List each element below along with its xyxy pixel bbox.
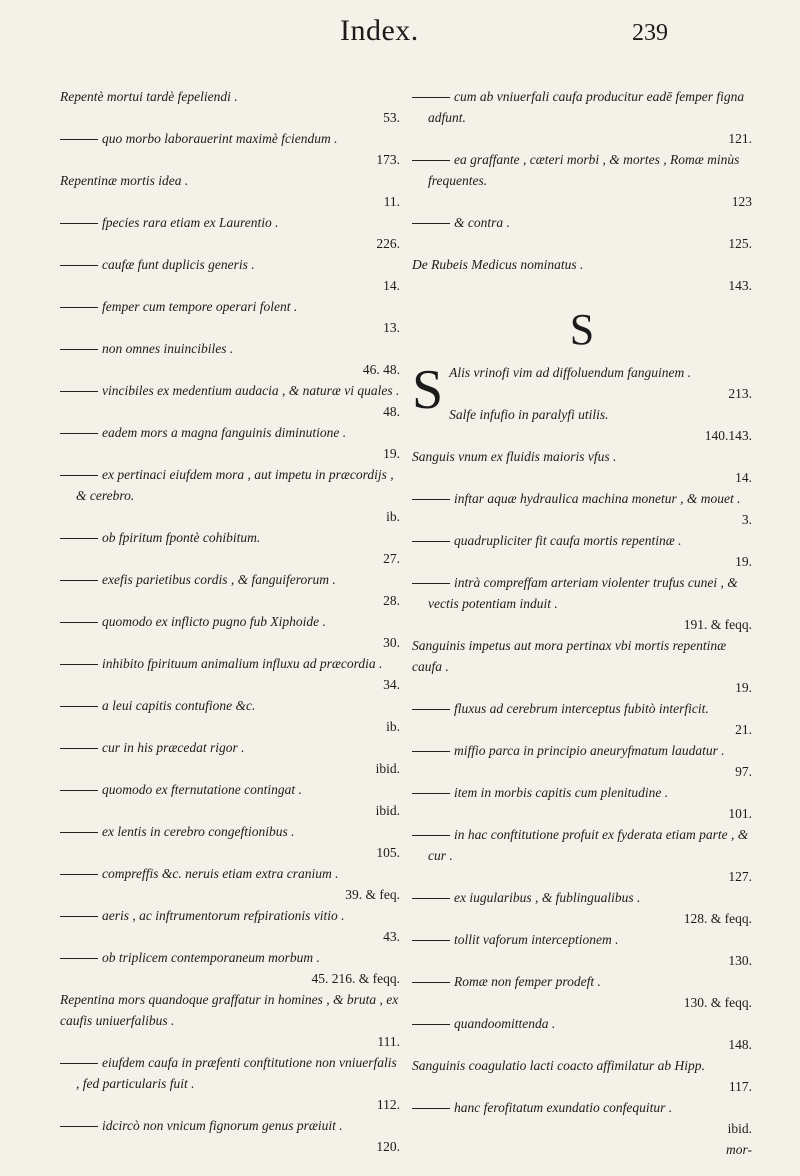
page-reference: 143. — [728, 278, 752, 293]
page-reference: 13. — [383, 320, 400, 335]
page-reference: 19. — [383, 446, 400, 461]
page-reference: 125. — [728, 236, 752, 251]
page-reference: 112. — [376, 1097, 400, 1112]
index-subentry — [60, 737, 400, 779]
ditto-dash — [412, 940, 450, 941]
entry-text: miffio parca in principio aneuryfmatum laudatur . — [454, 743, 725, 758]
index-subentry — [412, 488, 752, 530]
page-reference: ib. — [386, 719, 400, 734]
index-subentry — [60, 653, 400, 695]
entry-text: ob fpiritum fpontè cohibitum. — [102, 530, 261, 545]
entry-text: in hac conftitutione profuit ex fyderata etiam parte , & cur . — [428, 827, 749, 863]
index-subentry — [60, 254, 400, 296]
index-headword-entry — [60, 989, 400, 1052]
ditto-dash — [60, 433, 98, 434]
entry-text: cum ab vniuerfali caufa producitur eadē femper figna adfunt. — [428, 89, 745, 125]
ditto-dash — [412, 1108, 450, 1109]
page-reference: 19. — [735, 554, 752, 569]
index-subentry — [412, 971, 752, 1013]
ditto-dash — [60, 664, 98, 665]
page-reference: ibid. — [375, 761, 400, 776]
entry-text: Repentina mors quandoque graffatur in homines , & bruta , ex caufis uniuerfalibus . — [60, 992, 399, 1028]
page-reference: 48. — [383, 404, 400, 419]
drop-cap-letter: S — [412, 359, 444, 421]
entry-text: Sanguinis coagulatio lacti coacto affimilatur ab Hipp. — [412, 1058, 705, 1073]
entry-text: item in morbis capitis cum plenitudine . — [454, 785, 669, 800]
index-subentry — [60, 947, 400, 989]
page-reference: 123 — [731, 194, 752, 209]
index-subentry — [60, 464, 400, 527]
page-reference: ibid. — [727, 1121, 752, 1136]
index-subentry — [412, 929, 752, 971]
index-subentry — [60, 296, 400, 338]
entry-text: quo morbo laborauerint maximè fciendum . — [102, 131, 338, 146]
index-subentry — [412, 149, 752, 212]
index-subentry — [60, 821, 400, 863]
index-subentry — [412, 698, 752, 740]
entry-text: compreffis &c. neruis etiam extra cranium . — [102, 866, 339, 881]
ditto-dash — [60, 538, 98, 539]
ditto-dash — [412, 97, 450, 98]
page-reference: 173. — [376, 152, 400, 167]
entry-text: quomodo ex inflicto pugno fub Xiphoide . — [102, 614, 326, 629]
entry-text: Repentè mortui tardè fepeliendi . — [60, 89, 238, 104]
page-reference: 28. — [383, 593, 400, 608]
page-reference: 27. — [383, 551, 400, 566]
ditto-dash — [60, 790, 98, 791]
ditto-dash — [60, 622, 98, 623]
page-reference: 45. 216. & feqq. — [311, 971, 400, 986]
entry-text: Sanguis vnum ex fluidis maioris vfus . — [412, 449, 617, 464]
entry-text: inhibito fpirituum animalium influxu ad præcordia . — [102, 656, 383, 671]
entry-text: ob triplicem contemporaneum morbum . — [102, 950, 320, 965]
index-subentry — [412, 1013, 752, 1055]
page-reference: 19. — [735, 680, 752, 695]
entry-text: Romæ non femper prodeft . — [454, 974, 601, 989]
entry-text: Alis vrinofi vim ad diffoluendum fanguinem . — [449, 365, 692, 380]
ditto-dash — [412, 751, 450, 752]
page-reference: 148. — [728, 1037, 752, 1052]
entry-text: non omnes inuincibiles . — [102, 341, 234, 356]
ditto-dash — [412, 541, 450, 542]
page-reference: 46. 48. — [362, 362, 400, 377]
index-subentry — [60, 905, 400, 947]
index-subentry — [60, 1115, 400, 1157]
entry-text: eadem mors a magna fanguinis diminutione . — [102, 425, 347, 440]
page-reference: 128. & feqq. — [683, 911, 752, 926]
entry-text: idcircò non vnicum fignorum genus præiuit . — [102, 1118, 343, 1133]
entry-text: aeris , ac inftrumentorum refpirationis vitio . — [102, 908, 345, 923]
index-subentry — [412, 530, 752, 572]
ditto-dash — [412, 223, 450, 224]
section-letter-s: S — [569, 305, 595, 354]
ditto-dash — [412, 793, 450, 794]
page-reference: 30. — [383, 635, 400, 650]
ditto-dash — [60, 706, 98, 707]
index-headword-entry — [60, 86, 400, 128]
page-number: 239 — [632, 20, 668, 46]
ditto-dash — [60, 223, 98, 224]
index-subentry — [60, 212, 400, 254]
page-reference: 120. — [376, 1139, 400, 1154]
entry-text: a leui capitis contufione &c. — [102, 698, 256, 713]
ditto-dash — [60, 874, 98, 875]
page-reference: 226. — [376, 236, 400, 251]
page-reference: 117. — [728, 1079, 752, 1094]
index-subentry — [412, 1097, 752, 1139]
entry-text: Repentinæ mortis idea . — [60, 173, 189, 188]
entry-text: Sanguinis impetus aut mora pertinax vbi mortis repentinæ caufa . — [412, 638, 727, 674]
entry-text: fpecies rara etiam ex Laurentio . — [102, 215, 279, 230]
entry-text: quadrupliciter fit caufa mortis repentinæ . — [454, 533, 682, 548]
page-reference: 53. — [383, 110, 400, 125]
page-reference: 130. — [728, 953, 752, 968]
right-index-column — [412, 86, 752, 1160]
page-reference: 43. — [383, 929, 400, 944]
entry-text: ex pertinaci eiufdem mora , aut impetu in præcordijs , & cerebro. — [76, 467, 394, 503]
index-subentry — [60, 779, 400, 821]
page-reference: 105. — [376, 845, 400, 860]
index-headword-entry — [412, 1055, 752, 1097]
ditto-dash — [412, 835, 450, 836]
running-title: Index. — [340, 14, 419, 47]
entry-text: quandoomittenda . — [454, 1016, 556, 1031]
page-reference: 14. — [383, 278, 400, 293]
entry-text: De Rubeis Medicus nominatus . — [412, 257, 584, 272]
ditto-dash — [412, 982, 450, 983]
entry-text: fluxus ad cerebrum interceptus fubitò interficit. — [454, 701, 709, 716]
ditto-dash — [412, 1024, 450, 1025]
index-subentry — [412, 740, 752, 782]
page-reference: 39. & feq. — [345, 887, 400, 902]
page-reference: ibid. — [375, 803, 400, 818]
index-headword-entry — [60, 170, 400, 212]
entry-text: caufæ funt duplicis generis . — [102, 257, 255, 272]
index-subentry — [60, 128, 400, 170]
ditto-dash — [60, 1063, 98, 1064]
ditto-dash — [60, 391, 98, 392]
ditto-dash — [412, 160, 450, 161]
page-reference: 130. & feqq. — [683, 995, 752, 1010]
ditto-dash — [60, 307, 98, 308]
entry-text: vincibiles ex medentium audacia , & naturæ vi quales . — [102, 383, 400, 398]
ditto-dash — [412, 499, 450, 500]
ditto-dash — [412, 898, 450, 899]
page-reference: 14. — [735, 470, 752, 485]
ditto-dash — [60, 349, 98, 350]
index-subentry — [60, 695, 400, 737]
ditto-dash — [60, 916, 98, 917]
page-reference: 34. — [383, 677, 400, 692]
ditto-dash — [60, 748, 98, 749]
entry-text: exefis parietibus cordis , & fanguiferorum . — [102, 572, 336, 587]
page-reference: 127. — [728, 869, 752, 884]
entry-text: tollit vaforum interceptionem . — [454, 932, 619, 947]
ditto-dash — [60, 475, 98, 476]
ditto-dash — [60, 265, 98, 266]
right-column-s-entries — [412, 359, 752, 1139]
index-subentry — [412, 824, 752, 887]
ditto-dash — [60, 1126, 98, 1127]
index-subentry — [412, 86, 752, 149]
index-headword-entry — [412, 404, 752, 446]
page-reference: 101. — [728, 806, 752, 821]
page-reference: 3. — [741, 512, 752, 527]
entry-text: & contra . — [454, 215, 510, 230]
entry-text: cur in his præcedat rigor . — [102, 740, 245, 755]
page-reference: 111. — [377, 1034, 400, 1049]
page-reference: 121. — [728, 131, 752, 146]
entry-text: ex lentis in cerebro congeftionibus . — [102, 824, 295, 839]
page-reference: 140.143. — [704, 428, 752, 443]
index-headword-entry — [412, 254, 752, 296]
index-subentry — [412, 782, 752, 824]
ditto-dash — [412, 583, 450, 584]
index-subentry — [60, 569, 400, 611]
index-subentry — [412, 572, 752, 635]
entry-text: quomodo ex fternutatione contingat . — [102, 782, 302, 797]
left-index-column — [60, 86, 400, 1157]
ditto-dash — [60, 832, 98, 833]
index-subentry — [60, 1052, 400, 1115]
entry-text: intrà compreffam arteriam violenter trufus cunei , & vectis potentiam induit . — [428, 575, 738, 611]
page-reference: 97. — [735, 764, 752, 779]
index-subentry — [60, 527, 400, 569]
page-reference: 21. — [735, 722, 752, 737]
index-subentry — [412, 887, 752, 929]
page-reference: 213. — [728, 386, 752, 401]
ditto-dash — [412, 709, 450, 710]
entry-text: inftar aquæ hydraulica machina monetur , & mouet . — [454, 491, 741, 506]
index-subentry — [60, 863, 400, 905]
index-subentry — [60, 380, 400, 422]
entry-text: ex iugularibus , & fublingualibus . — [454, 890, 641, 905]
page-reference: 11. — [383, 194, 400, 209]
entry-text: ea graffante , cæteri morbi , & mortes , Romæ minùs frequentes. — [428, 152, 740, 188]
index-subentry — [60, 422, 400, 464]
entry-text: eiufdem caufa in præfenti conftitutione non vniuerfalis , fed particularis fuit . — [76, 1055, 397, 1091]
entry-text: femper cum tempore operari folent . — [102, 299, 298, 314]
index-subentry — [412, 212, 752, 254]
ditto-dash — [60, 580, 98, 581]
right-column-r-entries — [412, 86, 752, 296]
index-subentry — [60, 611, 400, 653]
ditto-dash — [60, 958, 98, 959]
running-head — [0, 6, 800, 66]
index-headword-entry — [412, 446, 752, 488]
catchword: mor- — [726, 1142, 752, 1157]
ditto-dash — [60, 139, 98, 140]
entry-text: Salfe infufio in paralyfi utilis. — [449, 407, 609, 422]
page-reference: ib. — [386, 509, 400, 524]
index-subentry — [60, 338, 400, 380]
index-headword-entry — [412, 635, 752, 698]
entry-text: hanc ferofitatum exundatio confequitur . — [454, 1100, 673, 1115]
page-reference: 191. & feqq. — [683, 617, 752, 632]
